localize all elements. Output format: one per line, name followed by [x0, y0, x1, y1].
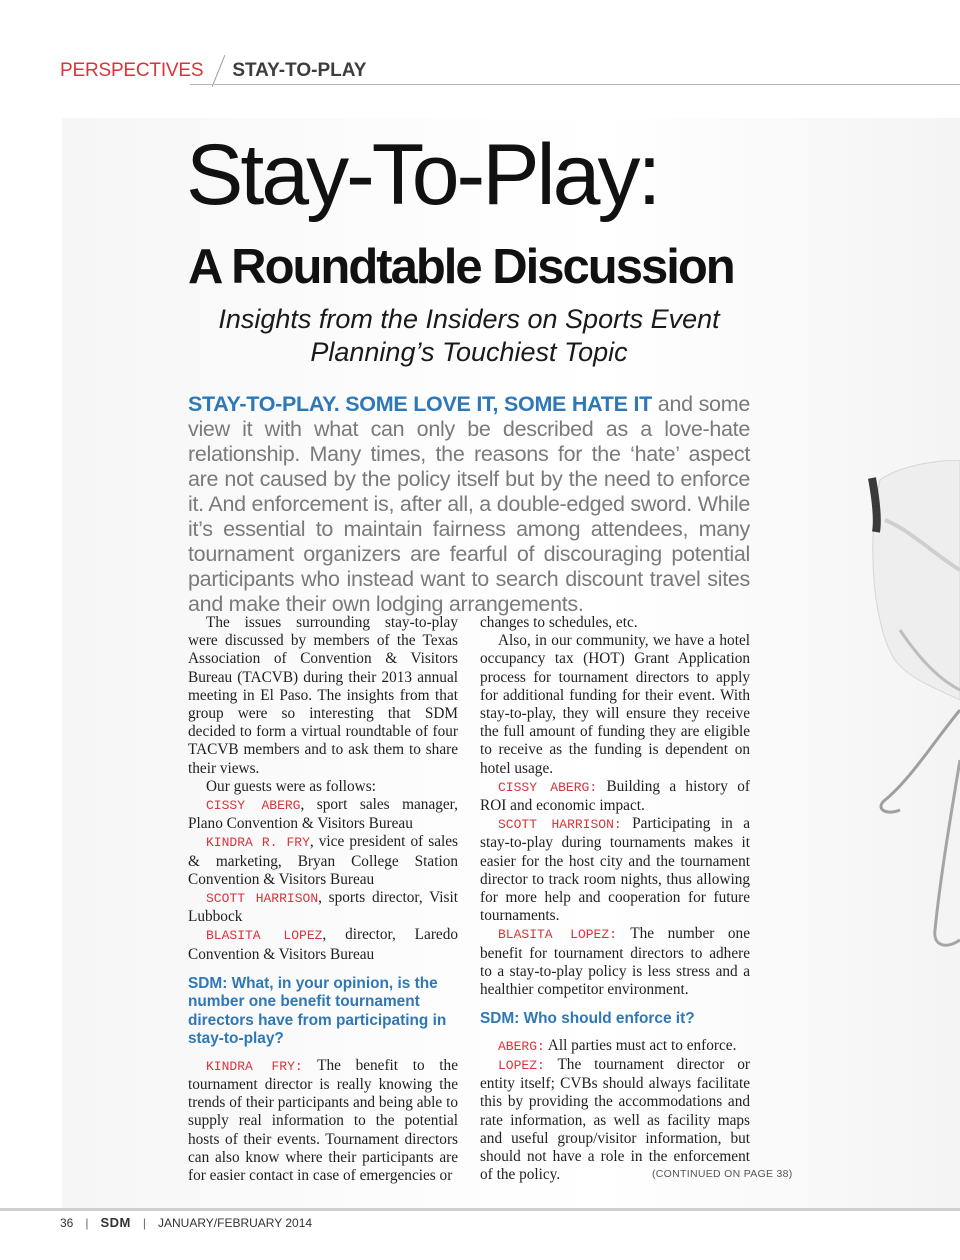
subsection-label: STAY-TO-PLAY: [232, 60, 367, 81]
page-footer: [60, 1215, 312, 1230]
article-subtitle: A Roundtable Discussion: [188, 240, 734, 294]
question-heading: SDM: Who should enforce it?: [480, 1010, 695, 1028]
answer-text: Participating in a stay-to-play during tournaments makes it easier for the host city and the tournament director to track room nights, thus allowing for more help and cooperation for future tournaments.: [480, 815, 750, 925]
footer-separator: |: [85, 1215, 89, 1230]
speaker-label: SCOTT HARRISON:: [498, 817, 622, 833]
article-title: Stay-To-Play:: [186, 127, 659, 223]
header-rule: [190, 84, 960, 85]
guest-role: , sport sales manager, Plano Convention & Visitors Bureau: [188, 796, 458, 833]
answer-paragraph: [480, 815, 750, 925]
answer-text: The number one benefit for tournament directors to adhere to a stay-to-play policy is less stress and a healthier competitor environment.: [480, 925, 750, 999]
answer-paragraph: [480, 925, 750, 999]
body-paragraph: Also, in our community, we have a hotel occupancy tax (HOT) Grant Application process for tournament directors to apply for additional funding for their event. With stay-to-play, they will ensure they receive the full amount of funding they are eligible to receive as the funding is dependent on hotel usage.: [480, 632, 750, 777]
guests-intro: Our guests were as follows:: [206, 777, 376, 795]
guest-entry: [188, 926, 458, 963]
guest-name: SCOTT HARRISON: [206, 891, 319, 907]
issue-date: JANUARY/FEBRUARY 2014: [158, 1215, 313, 1230]
answer-text: The benefit to the tournament director is really knowing the trends of their participants and being able to supply real information to the potential hosts of their events. Tournament directors can also know where their participants are for easier contact in case of emergencies or: [188, 1056, 458, 1185]
continuation-text: changes to schedules, etc.: [480, 614, 638, 631]
column-right: [480, 614, 750, 1184]
lede-lead-in: STAY-TO-PLAY. SOME LOVE IT, SOME HATE IT: [188, 392, 652, 416]
speaker-label: BLASITA LOPEZ:: [498, 927, 617, 943]
answer-text: The tournament director or entity itself; CVBs should always facilitate this by providing the accommodations and rate information, as well as facility maps and useful group/visitor information, but should not have a role in the enforcement of the policy.: [480, 1055, 750, 1184]
section-header: [60, 56, 366, 86]
answer-text: All parties must act to enforce.: [544, 1036, 737, 1054]
guest-entry: [188, 889, 458, 926]
guest-entry: [188, 833, 458, 889]
answer-paragraph: [480, 1056, 750, 1184]
guest-name: KINDRA R. FRY: [206, 835, 310, 851]
intro-paragraph: The issues surrounding stay-to-play were discussed by members of the Texas Association of Convention & Visitors Bureau (TACVB) during their 2013 annual meeting in El Paso. The insights from that group were so interesting that SDM decided to form a virtual roundtable of four TACVB members and to ask them to share their views.: [188, 614, 458, 777]
column-left: [188, 614, 458, 1185]
question-heading: SDM: What, in your opinion, is the number one benefit tournament directors have from participating in stay-to-play?: [188, 974, 447, 1048]
office-chair-photo: [840, 460, 960, 960]
guest-name: CISSY ABERG: [206, 798, 301, 814]
lede-text: and some view it with what can only be described as a love-hate relationship. Many times, the reasons for the ‘hate’ aspect are not caused by the policy itself but by the need to enforce it. And enforcement is, after all, a double-edged sword. While it’s essential to maintain fairness among attendees, many tournament organizers are fearful of discouraging potential participants who instead want to search discount travel sites and make their own lodging arrangements.: [188, 392, 750, 616]
header-divider: [212, 55, 226, 87]
answer-paragraph: [188, 1057, 458, 1185]
page-number: 36: [60, 1215, 74, 1230]
footer-separator: |: [142, 1215, 146, 1230]
speaker-label: KINDRA FRY:: [206, 1058, 303, 1074]
continued-link[interactable]: (CONTINUED ON PAGE 38): [652, 1168, 793, 1180]
article-tagline: Insights from the Insiders on Sports Event Planning’s Touchiest Topic: [218, 304, 720, 367]
guest-role: , vice president of sales & marketing, Bryan College Station Convention & Visitors Bureau: [188, 833, 458, 888]
magazine-brand: SDM: [100, 1215, 131, 1230]
answer-paragraph: [480, 778, 750, 815]
guest-role: , sports director, Visit Lubbock: [188, 889, 458, 926]
guest-role: , director, Laredo Convention & Visitors Bureau: [188, 926, 458, 963]
speaker-label: ABERG:: [498, 1038, 545, 1054]
speaker-label: CISSY ABERG:: [498, 779, 598, 795]
answer-paragraph: [480, 1037, 750, 1056]
footer-rule: [0, 1208, 960, 1211]
guest-entry: [188, 796, 458, 833]
guest-name: BLASITA LOPEZ: [206, 928, 323, 944]
lede-paragraph: [188, 392, 750, 617]
speaker-label: LOPEZ:: [498, 1057, 545, 1073]
section-label: PERSPECTIVES: [60, 60, 204, 81]
answer-text: Building a history of ROI and economic impact.: [480, 777, 750, 815]
